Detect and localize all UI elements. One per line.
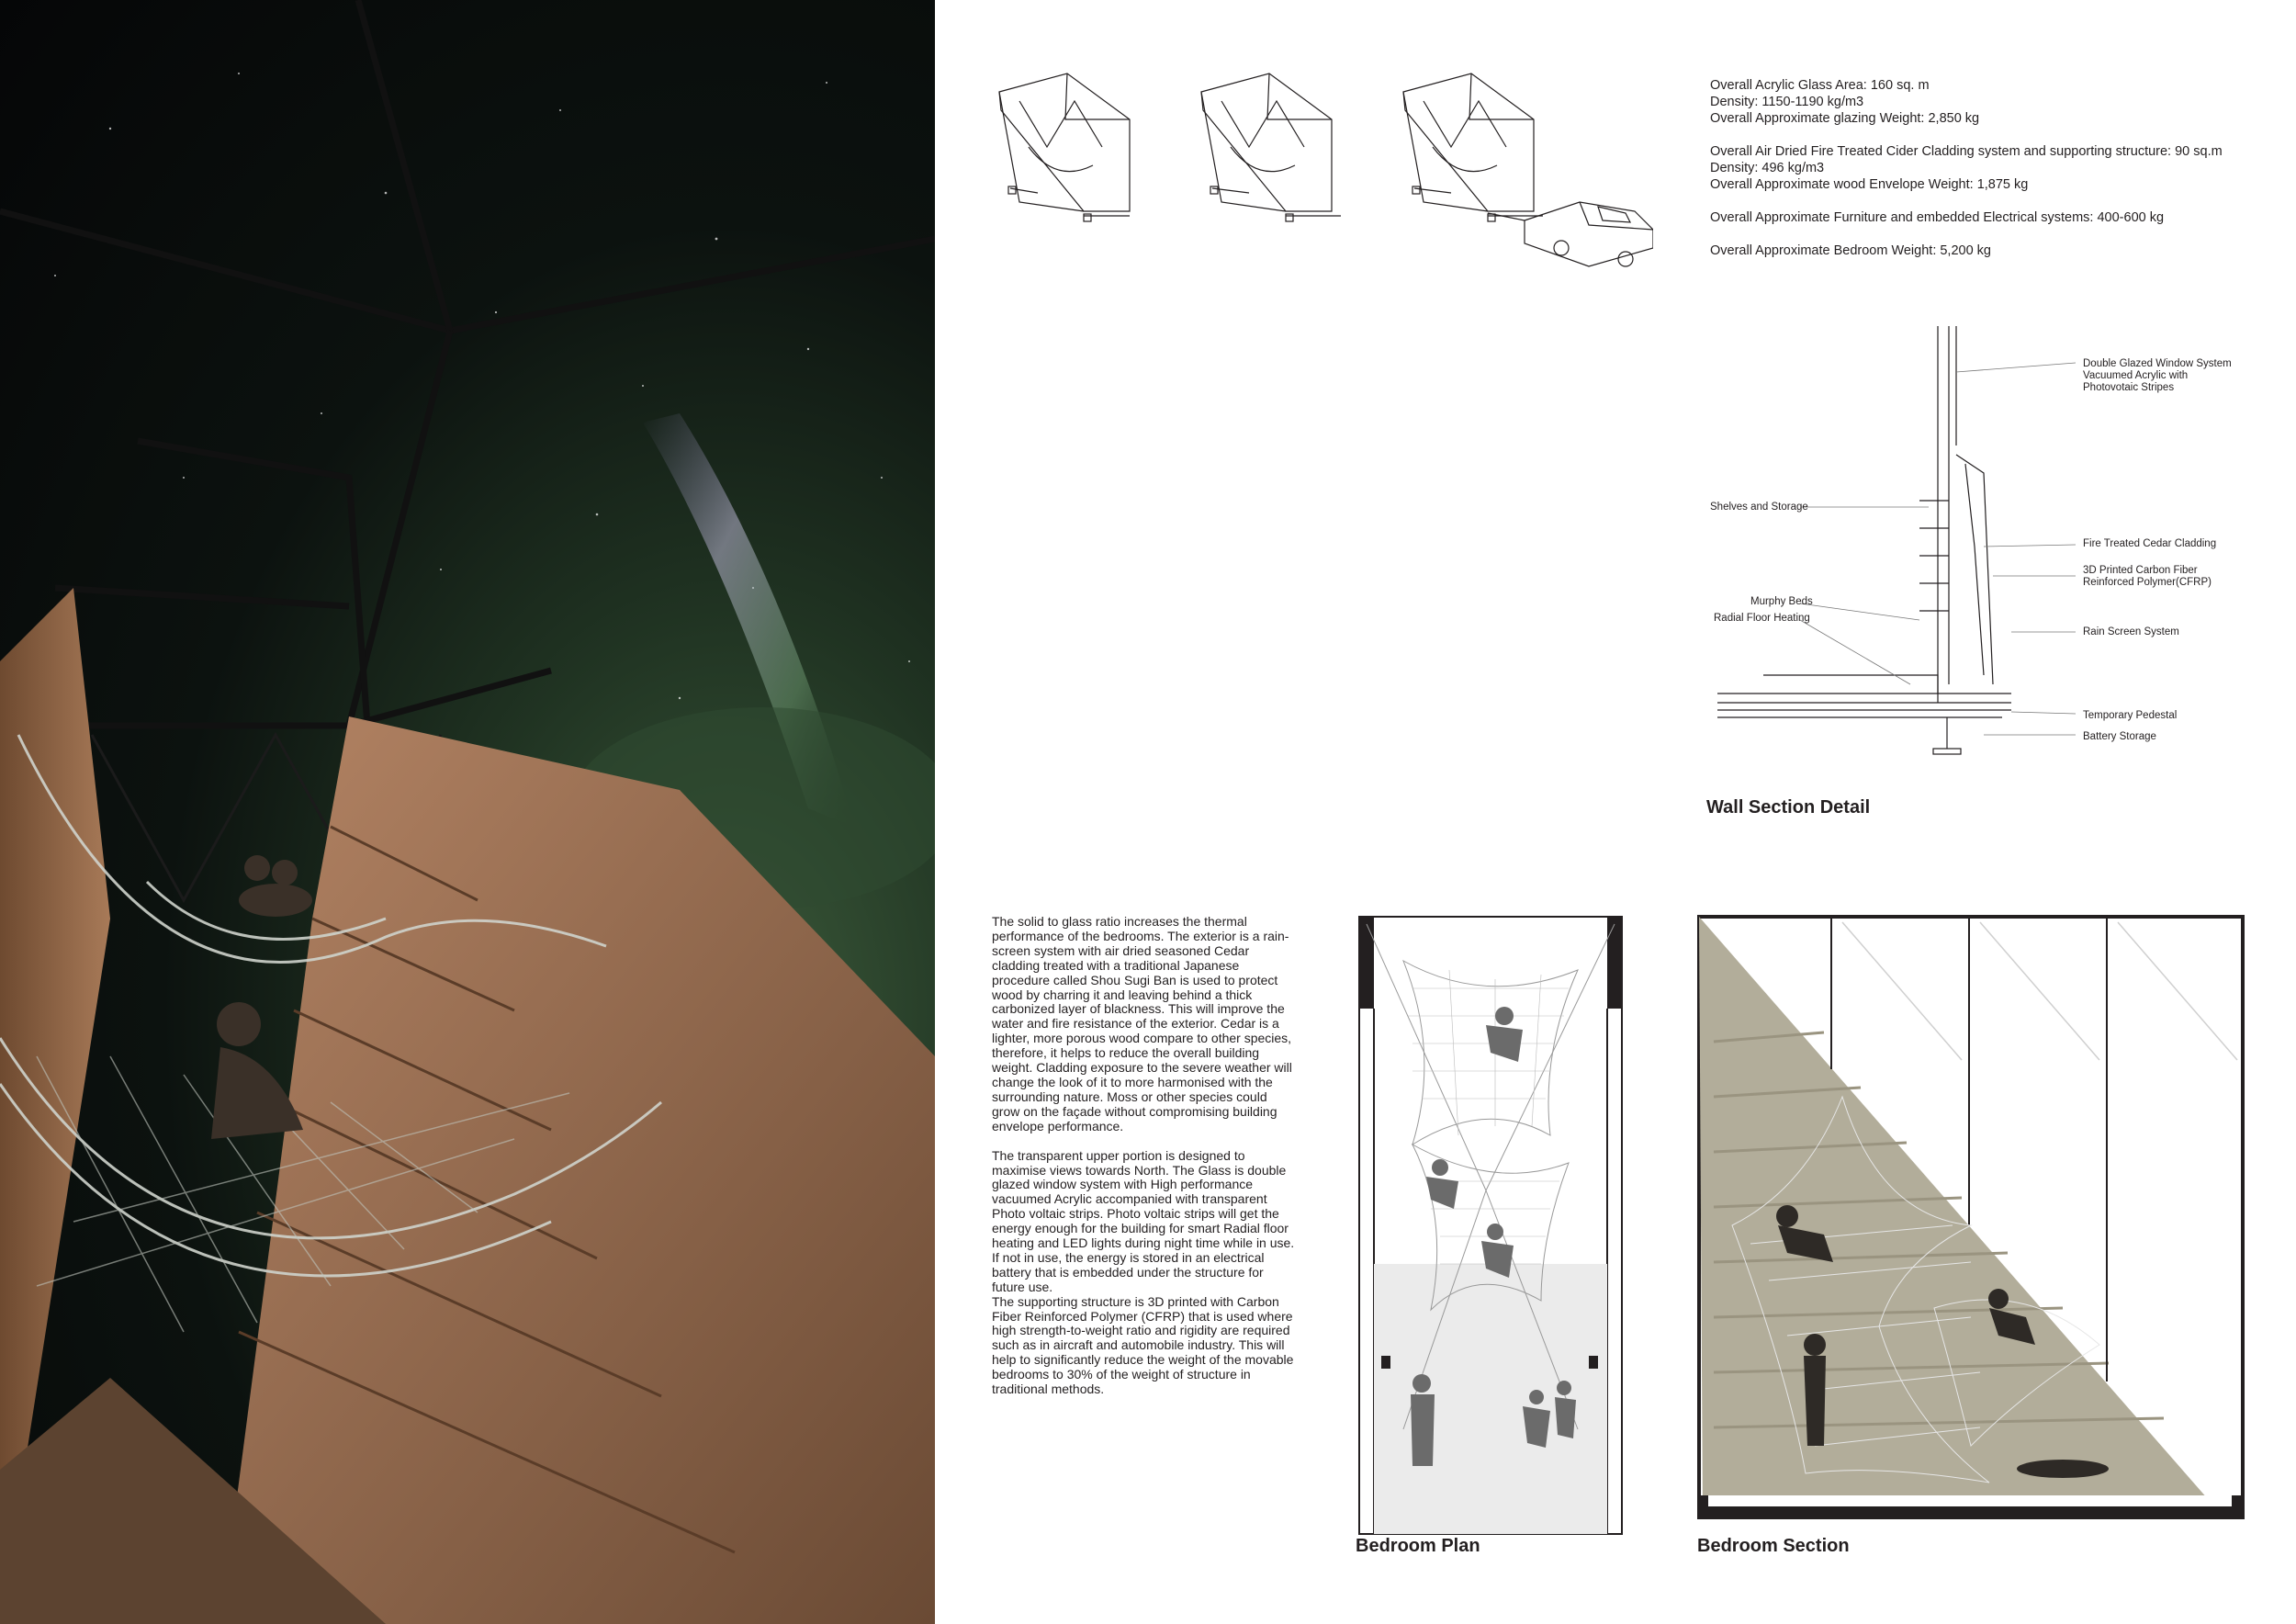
interior-render-illustration — [0, 0, 935, 1624]
description-paragraph-2: The transparent upper portion is designed to maximise views towards North. The Glass is double glazed window system with High performance vacuumed Acrylic accompanied with transparent Photo voltaic strips. Photo voltaic strips will get the energy enough for the building for smart Radial floor heating and LED lights during night time while in use. If not in use, the energy is stored in an electrical battery that is embedded under the structure for future use. — [992, 1147, 1295, 1294]
spec-wood-weight: Overall Approximate wood Envelope Weight: 1,875 kg — [1710, 177, 2029, 192]
module-diagram-2 — [1201, 73, 1341, 221]
spec-wood-density: Density: 496 kg/m3 — [1710, 161, 1825, 175]
label-murphy-beds: Murphy Beds — [1750, 596, 1813, 607]
bedroom-plan-title: Bedroom Plan — [1356, 1536, 1480, 1556]
label-line: Vacuumed Acrylic with — [2083, 370, 2189, 381]
label-line: 3D Printed Carbon Fiber — [2083, 565, 2198, 576]
spec-furniture-weight: Overall Approximate Furniture and embedded Electrical systems: 400-600 kg — [1710, 210, 2165, 225]
bedroom-plan-drawing — [1357, 915, 1624, 1536]
spec-glass-density: Density: 1150-1190 kg/m3 — [1710, 95, 1864, 109]
label-battery-storage: Battery Storage — [2083, 731, 2156, 742]
spec-glass-area: Overall Acrylic Glass Area: 160 sq. m — [1710, 78, 1930, 93]
transport-diagram — [992, 64, 1653, 285]
label-line: Reinforced Polymer(CFRP) — [2083, 577, 2212, 588]
label-window-system — [2083, 358, 2267, 394]
glass-specs — [1710, 77, 2223, 127]
description-paragraph-1: The solid to glass ratio increases the thermal performance of the bedrooms. The exterior is a rain-screen system with air dried seasoned Cedar cladding treated with a traditional Japanese procedure called Shou Sugi Ban is used to protect wood by charring it and leaving behind a thick carbonized layer of blackness. This will improve the water and fire resistance of the exterior. Cedar is a lighter, more porous wood compare to other species, therefore, it helps to reduce the overall building weight. Cladding exposure to the severe weather will change the look of it to more harmonised with the surrounding nature. Moss or other species could grow on the façade without compromising building envelope performance. — [992, 914, 1292, 1133]
module-diagram-3 — [1403, 73, 1543, 221]
label-cfrp — [2083, 565, 2267, 589]
bedroom-section-drawing — [1695, 913, 2246, 1521]
label-radial-floor-heating: Radial Floor Heating — [1714, 613, 1810, 624]
interior-render — [0, 0, 935, 1624]
spec-bedroom-weight: Overall Approximate Bedroom Weight: 5,200 kg — [1710, 243, 1992, 258]
spec-wood-area: Overall Air Dried Fire Treated Cider Cladding system and supporting structure: 90 sq.m — [1710, 144, 2223, 159]
label-line: Photovotaic Stripes — [2083, 382, 2175, 393]
specs-panel — [1710, 77, 2223, 276]
label-temporary-pedestal: Temporary Pedestal — [2083, 710, 2178, 721]
label-rain-screen: Rain Screen System — [2083, 626, 2179, 637]
label-shelves-storage: Shelves and Storage — [1710, 502, 1808, 513]
furniture-spec — [1710, 209, 2223, 226]
module-diagram-1 — [999, 73, 1130, 221]
bedroom-weight-spec — [1710, 242, 2223, 259]
spec-glass-weight: Overall Approximate glazing Weight: 2,850 kg — [1710, 111, 1980, 126]
label-line: Double Glazed Window System — [2083, 358, 2232, 369]
wall-section-title: Wall Section Detail — [1706, 797, 1871, 818]
bedroom-section-title: Bedroom Section — [1697, 1536, 1850, 1556]
wood-specs — [1710, 143, 2223, 193]
description-paragraph-3: The supporting structure is 3D printed with Carbon Fiber Reinforced Polymer (CFRP) that is used where high strength-to-weight ratio and rigidity are required such as in aircraft and automobile industry. This will help to significantly reduce the weight of the movable bedrooms to 30% of the weight of structure in traditional methods. — [992, 1293, 1294, 1397]
label-cedar-cladding: Fire Treated Cedar Cladding — [2083, 538, 2217, 549]
description-text — [992, 915, 1295, 1412]
